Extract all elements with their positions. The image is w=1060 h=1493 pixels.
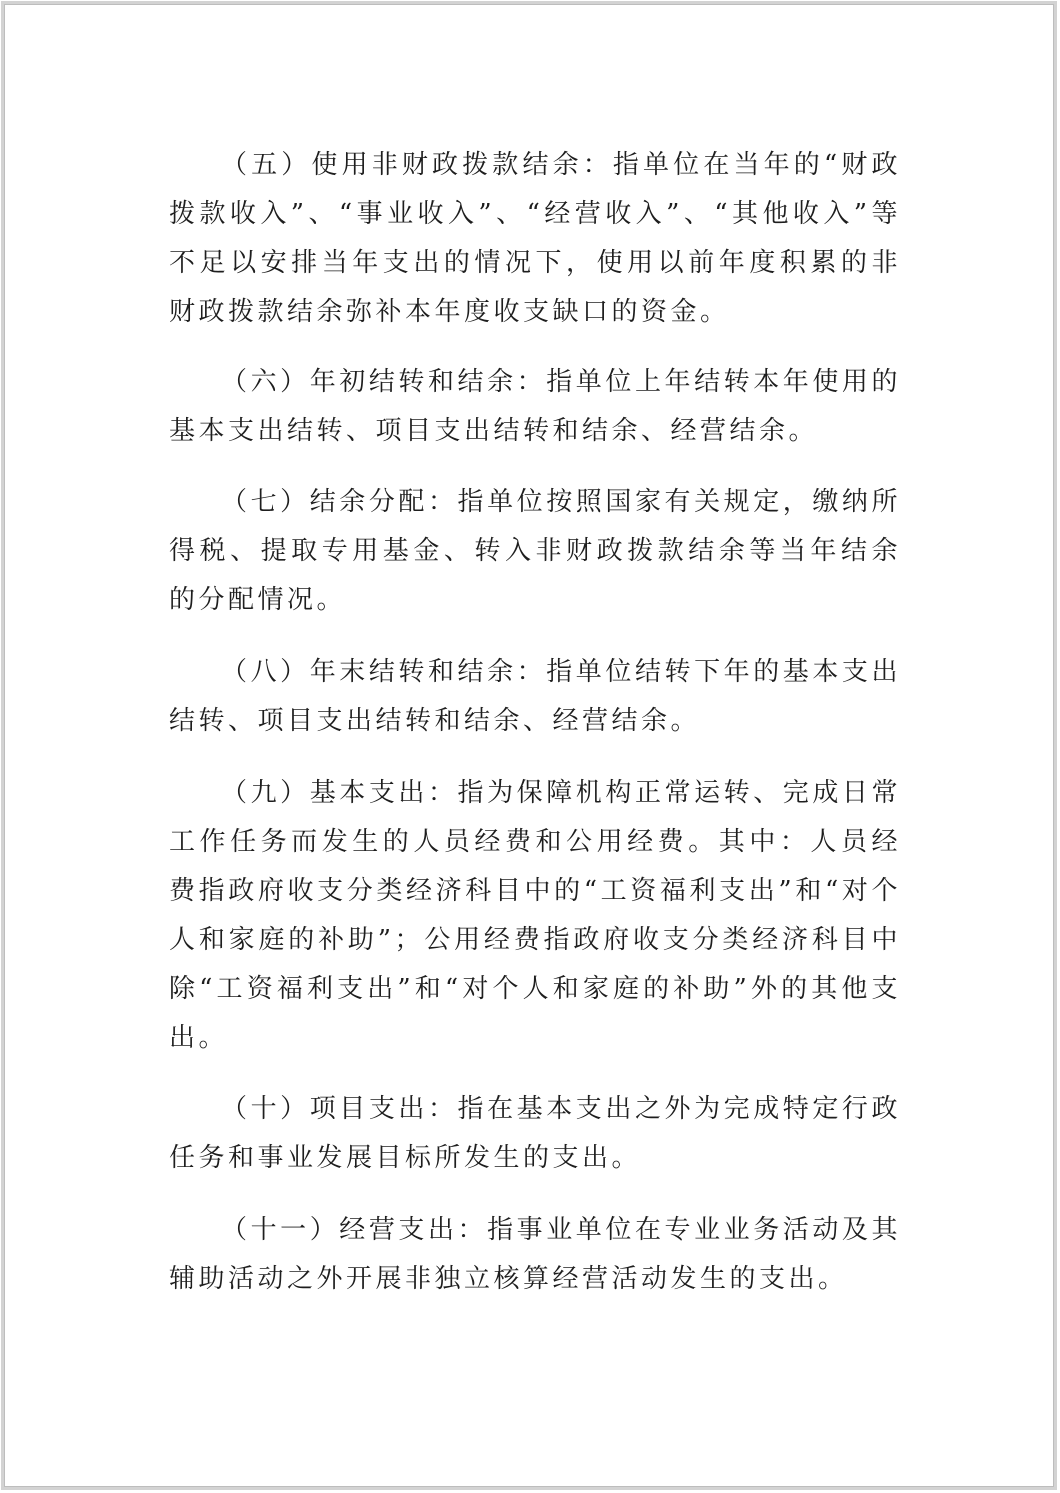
paragraph-8: （八）年末结转和结余：指单位结转下年的基本支出结转、项目支出结转和结余、经营结余。 [169,657,901,736]
paragraph-7: （七）结余分配：指单位按照国家有关规定，缴纳所得税、提取专用基金、转入非财政拨款结余等当年结余的分配情况。 [169,487,901,615]
paragraph-5: （五）使用非财政拨款结余：指单位在当年的“财政拨款收入”、“事业收入”、“经营收入”、“其他收入”等不足以安排当年支出的情况下，使用以前年度积累的非财政拨款结余弥补本年度收支缺口的资金。 [169,150,901,327]
paragraph-10: （十）项目支出：指在基本支出之外为完成特定行政任务和事业发展目标所发生的支出。 [169,1094,901,1173]
paragraph-9: （九）基本支出：指为保障机构正常运转、完成日常工作任务而发生的人员经费和公用经费。其中：人员经费指政府收支分类经济科目中的“工资福利支出”和“对个人和家庭的补助”；公用经费指政府收支分类经济科目中除“工资福利支出”和“对个人和家庭的补助”外的其他支出。 [169,778,901,1053]
document-page [4,4,1054,1487]
document-body [169,141,901,1304]
paragraph-6: （六）年初结转和结余：指单位上年结转本年使用的基本支出结转、项目支出结转和结余、经营结余。 [169,367,901,446]
paragraph-11: （十一）经营支出：指事业单位在专业业务活动及其辅助活动之外开展非独立核算经营活动发生的支出。 [169,1215,901,1294]
